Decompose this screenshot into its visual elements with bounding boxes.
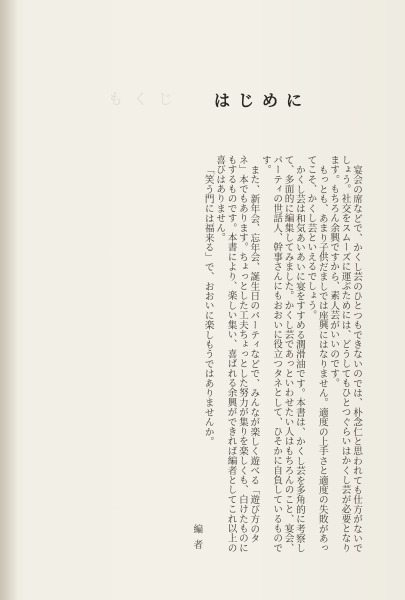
page-title: はじめに [214,91,311,110]
show-through-text: もくじ [108,90,184,108]
paragraph-4: また、新年会、忘年会、誕生日のパーティなどで、みんなが楽しく遊べる「遊び方のタネ」本でもあります。ちょっとした工夫ちょっとした努力が集りを楽しくも、白けたものにもするものです。本書により、楽しい集い、喜ばれる余興ができれば編者としてこれ以上の喜びはありません。 [214,155,260,553]
paragraph-2: もっとも、あまり子供だましでは座興にはなりません。適度の上手さと適度の失敗があってこそ、かくし芸といえるでしょう。 [305,155,328,553]
paragraph-3: かくし芸は和気あいあいに宴をすすめる潤滑油です。本書は、かくし芸を多角的に考察して、多面的に編集してみました。かくし芸であっといわせたい人はもちろんのこと、宴会、パーティの世話人、幹事さんにもおおいに役立つタネとして、ひそかに自負しているものです。 [259,155,305,553]
preface-body [177,155,362,555]
editor-signature: 編者 [191,523,203,555]
gutter-shadow [0,0,18,600]
paragraph-1: 宴会の席などで、かくし芸のひとつもできないのでは、朴念仁と思われても仕方がないでしょう。社交をスムーズに運ぶためには、どうしてもひとつぐらいはかくし芸が必要となります。もちろん余興ですから、素人芸がいいのです。 [328,155,362,553]
paragraph-5: 「笑う門には福来る」で、おおいに楽しもうではありませんか。 [202,164,214,446]
